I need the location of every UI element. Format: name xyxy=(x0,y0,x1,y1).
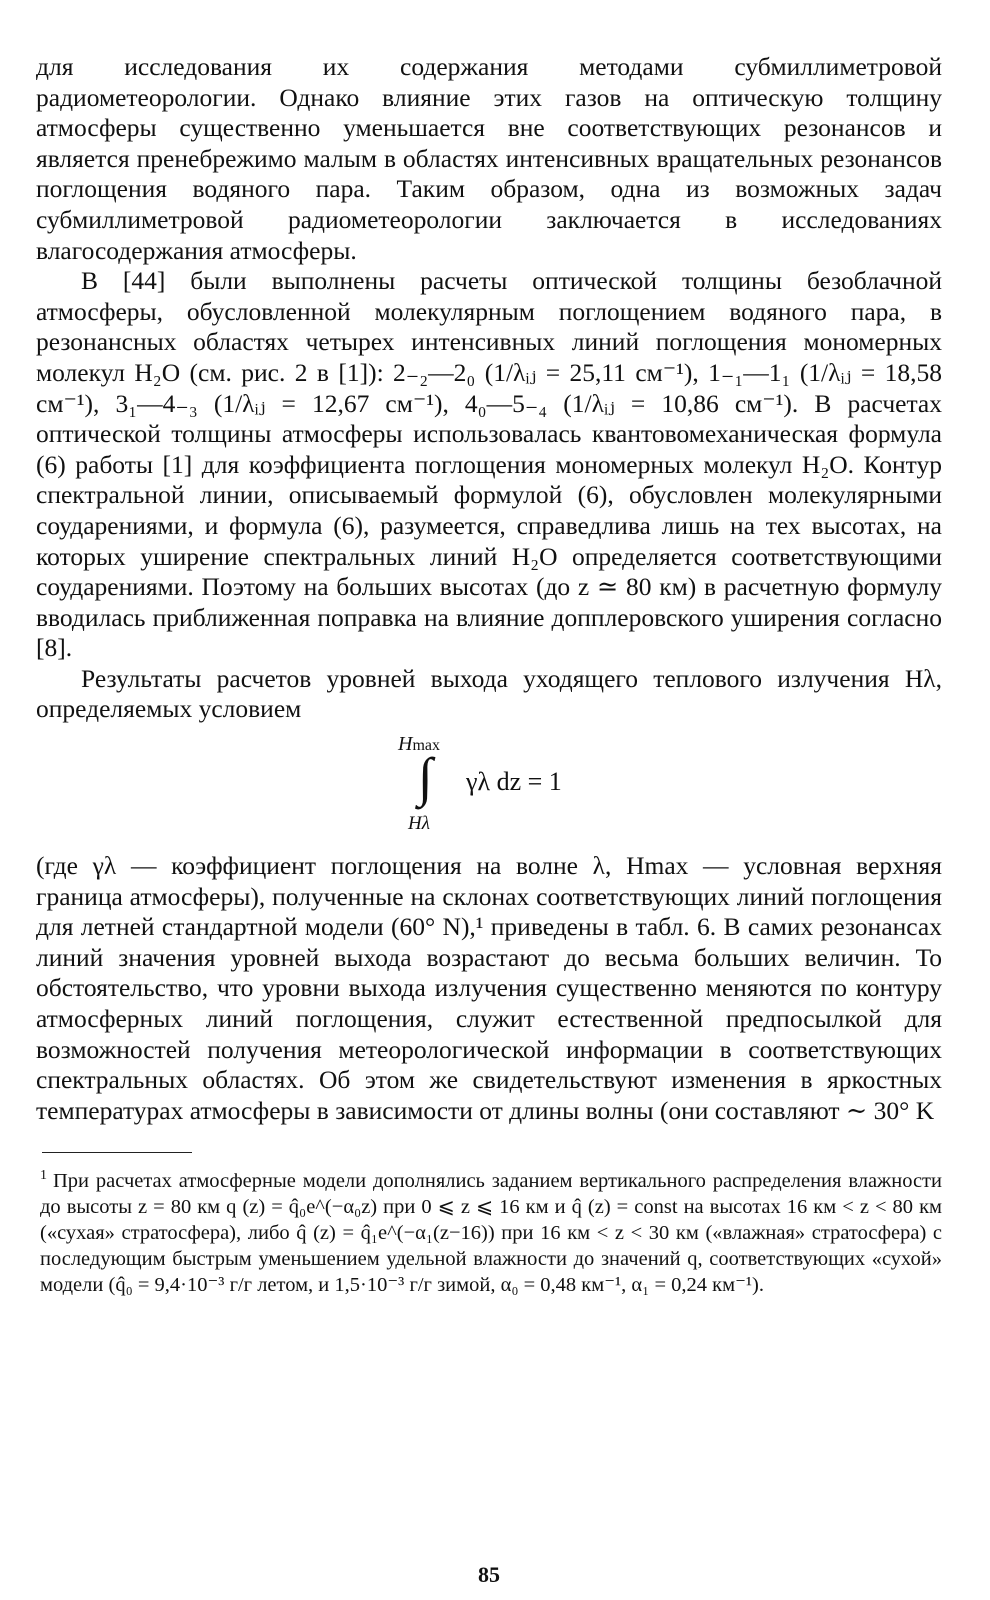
footnote xyxy=(36,1163,942,1298)
footnote-mark: 1 xyxy=(40,1168,47,1184)
formula-upper-limit-sub: max xyxy=(412,737,440,755)
integral-formula xyxy=(36,733,942,851)
paragraph-1: для исследования их содержания методами субмиллиметровой радиометеорологии. Однако влияние этих газов на оптическую толщину атмосферы существенно уменьшается вне соответствующих резонансов и является пренебрежимо малым в областях интенсивных вращательных резонансов поглощения водяного пара. Таким образом, одна из возможных задач субмиллиметровой радиометеорологии заключается в исследованиях влагосодержания атмосферы. xyxy=(36,52,942,265)
formula-upper-limit: Hmax xyxy=(398,733,440,756)
integral-sign: ∫ xyxy=(418,747,433,808)
paragraph-4: (где γλ — коэффициент поглощения на волне λ, Hmax — условная верхняя граница атмосферы), полученные на склонах соответствующих линий поглощения для летней стандартной модели (60° N),¹ приведены в табл. 6. В самих резонансах линий значения уровней выхода возрастают до весьма больших величин. То обстоятельство, что уровни выхода излучения существенно меняются по контуру атмосферных линий поглощения, служит естественной предпосылкой для возможностей получения метеорологической информации в соответствующих спектральных областях. Об этом же свидетельствуют изменения в яркостных температурах атмосферы в зависимости от длины волны (они составляют ∼ 30° K xyxy=(36,851,942,1125)
formula-lower-limit: Hλ xyxy=(408,813,430,835)
footnote-divider xyxy=(42,1152,192,1153)
formula-integrand: γλ dz = 1 xyxy=(466,767,562,797)
paragraph-3: Результаты расчетов уровней выхода уходящего теплового излучения Hλ, определяемых условием xyxy=(36,663,942,724)
paragraph-2: В [44] были выполнены расчеты оптической толщины безоблачной атмосферы, обусловленной молекулярным поглощением водяного пара, в резонансных областях четырех интенсивных линий поглощения мономерных молекул H₂O (см. рис. 2 в [1]): 2₋₂—2₀ (1/λᵢⱼ = 25,11 см⁻¹), 1₋₁—1₁ (1/λᵢⱼ = 18,58 см⁻¹), 3₁—4₋₃ (1/λᵢⱼ = 12,67 см⁻¹), 4₀—5₋₄ (1/λᵢⱼ = 10,86 см⁻¹). В расчетах оптической толщины атмосферы использовалась квантовомеханическая формула (6) работы [1] для коэффициента поглощения мономерных молекул H₂O. Контур спектральной линии, описываемый формулой (6), обусловлен молекулярными соударениями, и формула (6), разумеется, справедлива лишь на тех высотах, на которых уширение спектральных линий H₂O определяется соответствующими соударениями. Поэтому на больших высотах (до z ≃ 80 км) в расчетную формулу вводилась приближенная поправка на влияние допплеровского уширения согласно [8]. xyxy=(36,266,942,663)
footnote-text: При расчетах атмосферные модели дополнялись заданием вертикального распределения влажности до высоты z = 80 км q (z) = q̂₀e^(−α₀z) при 0 ⩽ z ⩽ 16 км и q̂ (z) = const на высотах 16 км < z < 80 км («сухая» стратосфера), либо q̂ (z) = q̂₁e^(−α₁(z−16)) при 16 км < z < 30 км («влажная» стратосфера) с последующим быстрым уменьшением удельной влажности до значений q, соответствующих «сухой» модели (q̂₀ = 9,4·10⁻³ г/г летом, и 1,5·10⁻³ г/г зимой, α₀ = 0,48 км⁻¹, α₁ = 0,24 км⁻¹). xyxy=(40,1170,942,1297)
document-page xyxy=(36,52,942,1587)
page-number: 85 xyxy=(478,1562,500,1587)
